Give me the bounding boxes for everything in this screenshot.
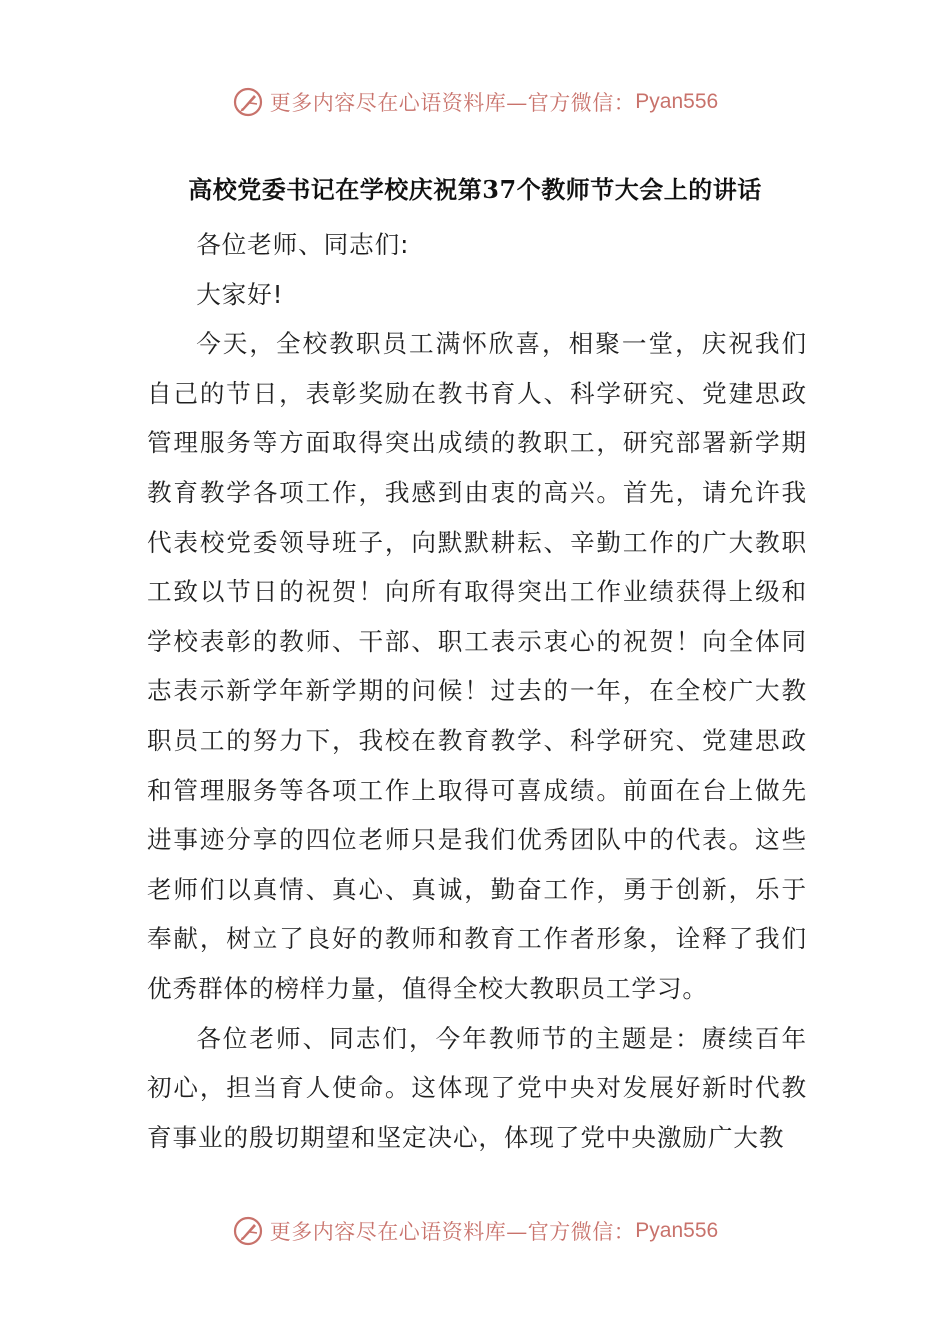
document-body bbox=[147, 220, 807, 1162]
paragraph: 今天，全校教职员工满怀欣喜，相聚一堂，庆祝我们自己的节日，表彰奖励在教书育人、科学研究、党建思政管理服务等方面取得突出成绩的教职工，研究部署新学期教育教学各项工作，我感到由衷的高兴。首先，请允许我代表校党委领导班子，向默默耕耘、辛勤工作的广大教职工致以节日的祝贺！向所有取得突出工作业绩获得上级和学校表彰的教师、干部、职工表示衷心的祝贺！向全体同志表示新学年新学期的问候！过去的一年，在全校广大教职员工的努力下，我校在教育教学、科学研究、党建思政和管理服务等各项工作上取得可喜成绩。前面在台上做先进事迹分享的四位老师只是我们优秀团队中的代表。这些老师们以真情、真心、真诚，勤奋工作，勇于创新，乐于奉献，树立了良好的教师和教育工作者形象，诠释了我们优秀群体的榜样力量，值得全校大教职员工学习。 bbox=[147, 329, 807, 1003]
document-title: 高校党委书记在学校庆祝第37个教师节大会上的讲话 bbox=[188, 175, 762, 204]
quill-logo-icon bbox=[232, 86, 264, 118]
watermark-text: 更多内容尽在心语资料库—官方微信： bbox=[269, 91, 636, 115]
watermark-account: Pyan556 bbox=[635, 1219, 719, 1242]
header-watermark bbox=[0, 82, 950, 122]
quill-logo-icon bbox=[232, 1215, 264, 1247]
paragraph: 各位老师、同志们，今年教师节的主题是：赓续百年初心，担当育人使命。这体现了党中央对发展好新时代教育事业的殷切期望和坚定决心，体现了党中央激励广大教 bbox=[147, 1023, 807, 1152]
greeting: 大家好! bbox=[196, 279, 284, 309]
footer-watermark bbox=[0, 1211, 950, 1251]
watermark-account: Pyan556 bbox=[635, 90, 719, 113]
salutation: 各位老师、同志们: bbox=[196, 230, 410, 259]
watermark-text: 更多内容尽在心语资料库—官方微信： bbox=[269, 1220, 636, 1244]
